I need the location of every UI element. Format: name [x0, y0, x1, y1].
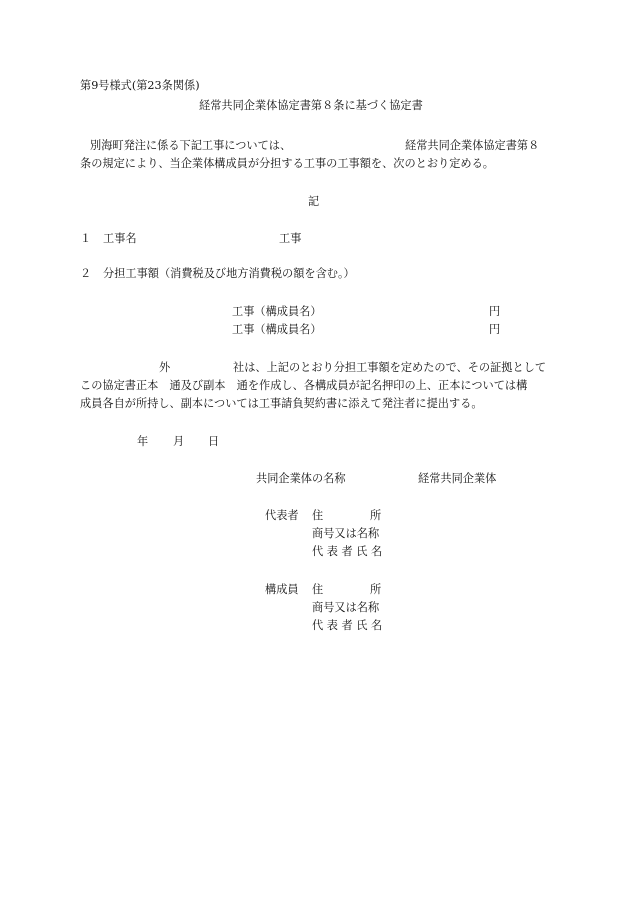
intro-line-2: 条の規定により、当企業体構成員が分担する工事の工事額を、次のとおり定める。 — [80, 157, 494, 170]
item-1-label: 工事名 — [103, 232, 137, 245]
item-1-value: 工事 — [279, 232, 302, 245]
intro-line-1b: 経常共同企業体協定書第８ — [405, 139, 540, 152]
member-address-a: 住 — [312, 583, 324, 596]
allocation-2-label: 工事（構成員名） — [232, 323, 322, 336]
intro-line-1a: 別海町発注に係る下記工事については、 — [90, 139, 292, 152]
document-title: 経常共同企業体協定書第８条に基づく協定書 — [199, 99, 423, 112]
representative-name: 代 表 者 氏 名 — [312, 545, 383, 558]
representative-address-b: 所 — [370, 509, 382, 522]
member-address-b: 所 — [370, 583, 382, 596]
closing-line-2: この協定書正本 通及び副本 通を作成し、各構成員が記名押印の上、正本については構 — [80, 379, 528, 392]
representative-company: 商号又は名称 — [312, 527, 380, 540]
jv-name-value: 経常共同企業体 — [418, 472, 497, 485]
representative-address-a: 住 — [312, 509, 324, 522]
closing-line-1a: 外 — [159, 361, 171, 374]
closing-line-1b: 社は、上記のとおり分担工事額を定めたので、その証拠として — [233, 361, 547, 374]
member-company: 商号又は名称 — [312, 601, 380, 614]
member-name: 代 表 者 氏 名 — [312, 619, 383, 632]
representative-role: 代表者 — [265, 509, 299, 522]
allocation-1-unit: 円 — [489, 305, 501, 318]
date-day: 日 — [208, 435, 220, 448]
ki-heading: 記 — [308, 195, 320, 208]
allocation-2-unit: 円 — [489, 323, 501, 336]
date-month: 月 — [173, 435, 185, 448]
date-year: 年 — [137, 435, 149, 448]
closing-line-3: 成員各自が所持し、副本については工事請負契約書に添えて発注者に提出する。 — [80, 397, 483, 410]
member-role: 構成員 — [265, 583, 299, 596]
item-2-label: 分担工事額（消費税及び地方消費税の額を含む。） — [103, 267, 355, 280]
allocation-1-label: 工事（構成員名） — [232, 305, 322, 318]
item-1-number: １ — [80, 232, 92, 245]
item-2-number: ２ — [80, 267, 92, 280]
form-label: 第9号様式(第23条関係) — [80, 79, 200, 92]
jv-name-label: 共同企業体の名称 — [256, 472, 346, 485]
